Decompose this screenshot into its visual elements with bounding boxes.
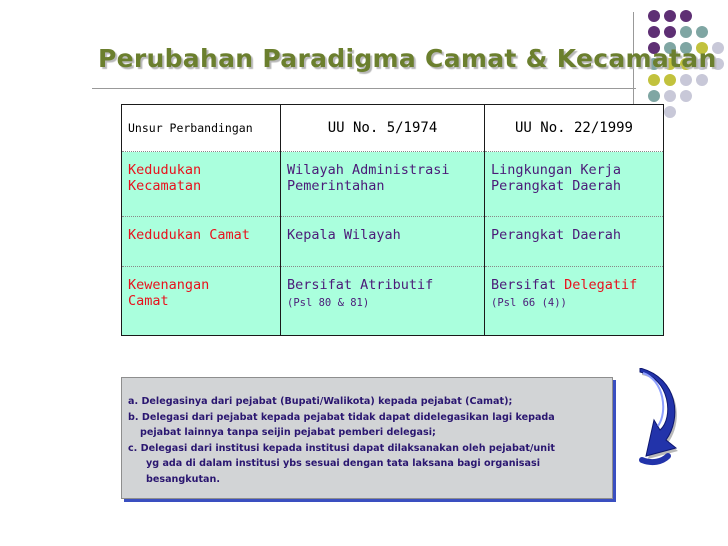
cell-uu-1974 [281,217,485,267]
cell-line: Kepala Wilayah [287,227,401,243]
curved-u-turn-arrow-icon [632,368,678,476]
note-line: c. Delegasi dari institusi kepada institusi dapat dilaksanakan oleh pejabat/unit [128,442,555,454]
cell-line: Pemerintahan [287,178,385,194]
table-header-row [122,105,664,152]
comparison-table [121,104,664,336]
note-line: a. Delegasinya dari pejabat (Bupati/Walikota) kepada pejabat (Camat); [128,396,513,407]
cell-uu-1999 [485,217,664,267]
dot [664,106,676,118]
dot [664,10,676,22]
row-label-line: Kedudukan [128,162,202,178]
notes-box [121,377,613,499]
cell-line: Lingkungan Kerja [491,162,622,178]
note-line: b. Delegasi dari pejabat kepada pejabat tidak dapat didelegasikan lagi kepada [128,411,555,423]
row-label [122,267,281,336]
dot [648,74,660,86]
header-cell-uu-1974: UU No. 5/1974 [281,105,485,152]
dot [648,90,660,102]
row-label-line: Kedudukan Camat [128,227,250,243]
cell-line: Perangkat Daerah [491,178,622,194]
dot [664,90,676,102]
decorative-horizontal-line [92,88,636,89]
cell-uu-1974 [281,267,485,336]
cell-uu-1999 [485,267,664,336]
dot [680,26,692,38]
header-cell-criteria: Unsur Perbandingan [122,105,281,152]
row-label-line: Camat [128,293,169,309]
cell-line: Perangkat Daerah [491,227,622,243]
dot [664,74,676,86]
row-label-line: Kewenangan [128,277,210,293]
table-row [122,217,664,267]
cell-line: Wilayah Administrasi [287,162,450,178]
note-line: besangkutan. [146,473,221,485]
row-label-line: Kecamatan [128,178,202,194]
dot [664,26,676,38]
cell-note: (Psl 66 (4)) [491,297,567,309]
cell-line: Bersifat Atributif [287,277,434,293]
slide-title: Perubahan Paradigma Camat & Kecamatan [98,44,717,73]
dot [680,90,692,102]
cell-uu-1974 [281,152,485,217]
dot [696,74,708,86]
dot [696,26,708,38]
table-row [122,267,664,336]
note-line: pejabat lainnya tanpa seijin pejabat pemberi delegasi; [140,427,436,438]
header-cell-uu-1999: UU No. 22/1999 [485,105,664,152]
row-label [122,217,281,267]
dot [680,74,692,86]
note-line: yg ada di dalam institusi ybs sesuai dengan tata laksana bagi organisasi [146,458,540,469]
cell-uu-1999 [485,152,664,217]
cell-emphasis: Delegatif [564,277,638,293]
dot [648,26,660,38]
dot [680,10,692,22]
table-row [122,152,664,217]
dot [648,10,660,22]
row-label [122,152,281,217]
cell-note: (Psl 80 & 81) [287,297,370,309]
cell-line-prefix: Bersifat [491,277,565,293]
